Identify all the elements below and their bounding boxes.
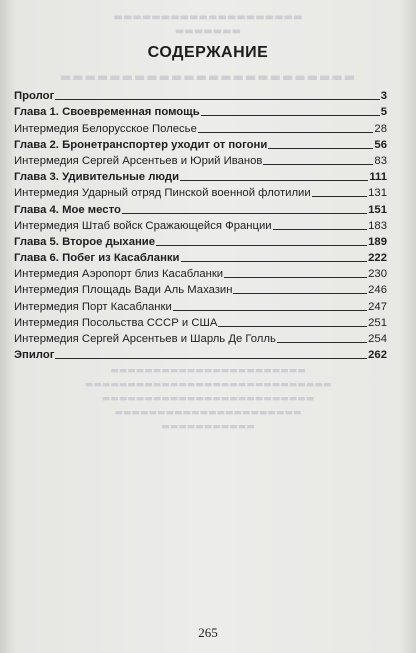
toc-leader-line bbox=[181, 261, 368, 262]
toc-entry[interactable] bbox=[14, 151, 387, 167]
toc-leader-line bbox=[173, 310, 367, 311]
toc-leader-line bbox=[55, 99, 379, 100]
book-page: ▬▬▬▬▬▬▬▬▬▬▬▬▬▬▬▬▬▬▬▬ ▬▬▬▬▬▬▬ ▬▬▬▬▬▬▬▬▬▬▬▬▬▬▬▬▬▬▬▬▬▬▬▬ ▬▬▬▬▬▬▬▬▬▬▬▬▬▬▬▬▬▬▬▬▬▬▬ ▬▬▬▬▬▬▬▬▬▬▬▬▬▬▬▬▬▬▬▬▬▬▬▬▬▬▬▬▬ ▬▬▬▬▬▬▬▬▬▬▬▬▬▬▬▬▬▬▬▬▬▬▬▬▬ ▬▬▬▬▬▬▬▬▬▬▬▬▬▬▬▬▬▬▬▬▬▬ ▬▬▬▬▬▬▬▬▬▬▬ СОДЕРЖАНИЕ Пролог 3 Глава 1. Своевременная помощь 5 Интермедия Белорусское Полесье 28 Глава 2. Бронетранспортер уходит от погони 56 Интермедия Сергей Арсентьев и Юрий Иванов 83 Глава 3. Удивительные люди 111 Интермедия Ударный отряд Пинской военной флотилии 131 Глава 4. Мое место 151 Интермедия Штаб войск Сражающейся Франции 183 Глава 5. Второе дыхание 189 Глава 6. Побег из Касабланки 222 Интермедия Аэропорт близ Касабланки 230 Интермедия Площадь Вади Аль Махазин 246 Интермедия Порт Касабланки 247 Интермедия Посольства СССР и США 251 Интермедия Сергей Арсентьев и Шарль Де Голль 254 Эпилог 262 265 bbox=[0, 0, 416, 653]
toc-leader-line bbox=[122, 213, 367, 214]
toc-title: СОДЕРЖАНИЕ bbox=[147, 44, 269, 61]
toc-entry-page: 131 bbox=[368, 187, 387, 200]
toc-entry[interactable] bbox=[14, 183, 387, 199]
toc-entry[interactable] bbox=[14, 199, 387, 215]
toc-entry-page: 189 bbox=[368, 235, 387, 248]
toc-entry-title: Интермедия Посольства СССР и США bbox=[14, 316, 218, 329]
toc-entry-title: Интермедия Порт Касабланки bbox=[14, 300, 172, 313]
toc-entry-page: 230 bbox=[368, 268, 387, 281]
toc-entry-title: Глава 5. Второе дыхание bbox=[14, 235, 156, 248]
toc-leader-line bbox=[218, 326, 367, 327]
toc-entry-title: Глава 1. Своевременная помощь bbox=[14, 106, 200, 119]
toc-entry-page: 254 bbox=[368, 333, 387, 345]
toc-entry-page: 83 bbox=[374, 154, 387, 167]
toc-entry-title: Пролог bbox=[14, 90, 55, 103]
toc-entry-page: 151 bbox=[368, 203, 387, 216]
toc-entry-page: 56 bbox=[374, 138, 387, 151]
toc-entry-page: 5 bbox=[380, 106, 387, 119]
toc-entry-page: 183 bbox=[368, 219, 387, 232]
toc-entry[interactable] bbox=[14, 248, 387, 264]
toc-leader-line bbox=[180, 180, 368, 181]
toc-entry-page: 262 bbox=[368, 349, 387, 362]
toc-entry-title: Интермедия Белорусское Полесье bbox=[14, 122, 197, 135]
toc-entry-page: 3 bbox=[380, 90, 387, 103]
toc-leader-line bbox=[198, 132, 374, 133]
toc-entry-title: Интермедия Сергей Арсентьев и Шарль Де Голль bbox=[14, 333, 276, 345]
toc-entry-title: Интермедия Аэропорт близ Касабланки bbox=[14, 268, 224, 281]
toc-list bbox=[14, 86, 387, 361]
toc-entry-page: 111 bbox=[369, 171, 387, 184]
toc-entry-page: 222 bbox=[368, 252, 387, 265]
toc-leader-line bbox=[277, 342, 367, 343]
toc-entry[interactable] bbox=[14, 135, 387, 151]
toc-entry[interactable] bbox=[14, 102, 387, 118]
toc-leader-line bbox=[263, 164, 373, 165]
toc-entry[interactable] bbox=[14, 296, 387, 312]
toc-leader-line bbox=[233, 293, 367, 294]
toc-entry[interactable] bbox=[14, 280, 387, 296]
toc-entry[interactable] bbox=[14, 264, 387, 280]
toc-entry-title: Интермедия Штаб войск Сражающейся Франции bbox=[14, 219, 272, 232]
toc-entry[interactable] bbox=[14, 232, 387, 248]
toc-entry-title: Интермедия Ударный отряд Пинской военной флотилии bbox=[14, 187, 311, 200]
toc-leader-line bbox=[55, 358, 367, 359]
toc-entry-title: Интермедия Сергей Арсентьев и Юрий Иванов bbox=[14, 154, 263, 167]
toc-entry-title: Глава 6. Побег из Касабланки bbox=[14, 252, 180, 265]
toc-entry-title: Интермедия Площадь Вади Аль Махазин bbox=[14, 284, 233, 297]
toc-entry[interactable] bbox=[14, 216, 387, 232]
toc-entry[interactable] bbox=[14, 313, 387, 329]
toc-leader-line bbox=[312, 196, 367, 197]
toc-entry-title: Глава 2. Бронетранспортер уходит от погони bbox=[14, 138, 268, 151]
toc-entry[interactable] bbox=[14, 329, 387, 345]
toc-leader-line bbox=[224, 277, 367, 278]
page-number: 265 bbox=[198, 625, 218, 640]
toc-entry[interactable] bbox=[14, 86, 387, 102]
toc-entry-page: 246 bbox=[368, 284, 387, 297]
toc-entry-page: 247 bbox=[368, 300, 387, 313]
toc-leader-line bbox=[273, 229, 368, 230]
toc-leader-line bbox=[201, 115, 380, 116]
toc-entry-title: Глава 3. Удивительные люди bbox=[14, 171, 180, 184]
toc-entry[interactable] bbox=[14, 167, 387, 183]
toc-leader-line bbox=[268, 148, 373, 149]
toc-entry-title: Эпилог bbox=[14, 349, 55, 362]
toc-entry[interactable] bbox=[14, 118, 387, 134]
toc-entry-page: 251 bbox=[368, 316, 387, 329]
toc-entry-title: Глава 4. Мое место bbox=[14, 203, 121, 216]
toc-entry-page: 28 bbox=[374, 122, 387, 135]
toc-entry[interactable] bbox=[14, 345, 387, 361]
toc-leader-line bbox=[156, 245, 367, 246]
